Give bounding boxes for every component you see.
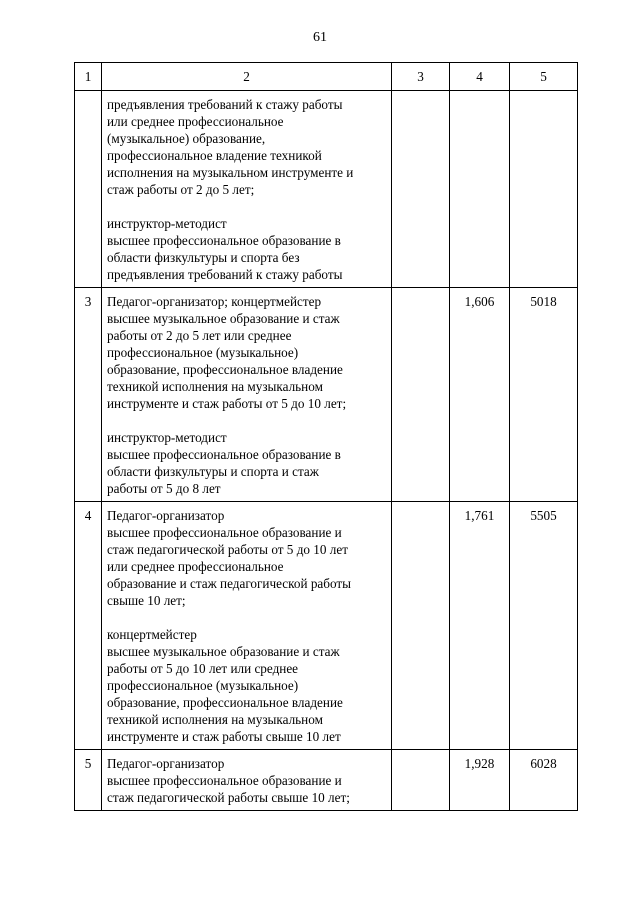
row-number-cell [75, 91, 102, 288]
salary-cell [510, 91, 578, 288]
header-cell-3: 3 [392, 63, 450, 91]
description-line: высшее музыкальное образование и стаж [107, 311, 340, 326]
description-line: образование, профессиональное владение [107, 695, 343, 710]
column-3-cell [392, 288, 450, 502]
position-description-cell [102, 750, 392, 811]
description-paragraph [107, 755, 388, 806]
description-line: области физкультуры и спорта и стаж [107, 464, 319, 479]
description-line: предъявления требований к стажу работы [107, 267, 343, 282]
salary-cell: 5505 [510, 502, 578, 750]
row-number-cell: 4 [75, 502, 102, 750]
coefficient-cell: 1,761 [450, 502, 510, 750]
description-line: профессиональное владение техникой [107, 148, 322, 163]
description-line: свыше 10 лет; [107, 593, 186, 608]
header-cell-1: 1 [75, 63, 102, 91]
position-description-cell [102, 91, 392, 288]
paragraph-gap [107, 198, 388, 215]
description-line: стаж работы от 2 до 5 лет; [107, 182, 255, 197]
column-3-cell [392, 750, 450, 811]
description-line: образование и стаж педагогической работы [107, 576, 352, 591]
salary-cell: 5018 [510, 288, 578, 502]
description-line: стаж педагогической работы свыше 10 лет; [107, 790, 350, 805]
column-3-cell [392, 91, 450, 288]
header-cell-4: 4 [450, 63, 510, 91]
description-line: высшее профессиональное образование в [107, 233, 341, 248]
table-row [75, 750, 578, 811]
description-line: концертмейстер [107, 627, 197, 642]
description-line: или среднее профессиональное [107, 559, 284, 574]
description-line: высшее профессиональное образование и [107, 525, 342, 540]
paragraph-gap [107, 609, 388, 626]
description-line: стаж педагогической работы от 5 до 10 лет [107, 542, 348, 557]
description-paragraph [107, 215, 388, 283]
description-line: образование, профессиональное владение [107, 362, 343, 377]
tariff-table [74, 62, 578, 811]
description-line: Педагог-организатор; концертмейстер [107, 294, 322, 309]
description-line: инструменте и стаж работы свыше 10 лет [107, 729, 341, 744]
description-line: области физкультуры и спорта без [107, 250, 300, 265]
description-paragraph [107, 626, 388, 745]
table-header-row [75, 63, 578, 91]
description-line: высшее профессиональное образование в [107, 447, 341, 462]
description-line: техникой исполнения на музыкальном [107, 379, 323, 394]
description-line: Педагог-организатор [107, 508, 225, 523]
table-row [75, 288, 578, 502]
description-line: профессиональное (музыкальное) [107, 345, 299, 360]
header-cell-2: 2 [102, 63, 392, 91]
description-paragraph [107, 507, 388, 609]
description-line: профессиональное (музыкальное) [107, 678, 299, 693]
description-line: исполнения на музыкальном инструменте и [107, 165, 354, 180]
description-line: предъявления требований к стажу работы [107, 97, 343, 112]
description-line: высшее музыкальное образование и стаж [107, 644, 340, 659]
table-row [75, 91, 578, 288]
description-line: Педагог-организатор [107, 756, 225, 771]
coefficient-cell: 1,928 [450, 750, 510, 811]
description-paragraph [107, 429, 388, 497]
coefficient-cell: 1,606 [450, 288, 510, 502]
salary-cell: 6028 [510, 750, 578, 811]
description-line: работы от 5 до 8 лет [107, 481, 221, 496]
position-description-cell [102, 502, 392, 750]
description-line: инструменте и стаж работы от 5 до 10 лет; [107, 396, 347, 411]
description-line: техникой исполнения на музыкальном [107, 712, 323, 727]
row-number-cell: 3 [75, 288, 102, 502]
header-cell-5: 5 [510, 63, 578, 91]
position-description-cell [102, 288, 392, 502]
description-line: высшее профессиональное образование и [107, 773, 342, 788]
description-line: инструктор-методист [107, 216, 227, 231]
table-row [75, 502, 578, 750]
column-3-cell [392, 502, 450, 750]
description-line: работы от 2 до 5 лет или среднее [107, 328, 292, 343]
description-line: (музыкальное) образование, [107, 131, 266, 146]
row-number-cell: 5 [75, 750, 102, 811]
paragraph-gap [107, 412, 388, 429]
coefficient-cell [450, 91, 510, 288]
description-line: или среднее профессиональное [107, 114, 284, 129]
description-paragraph [107, 293, 388, 412]
description-line: инструктор-методист [107, 430, 227, 445]
description-paragraph [107, 96, 388, 198]
description-line: работы от 5 до 10 лет или среднее [107, 661, 299, 676]
page-number: 61 [313, 30, 327, 45]
